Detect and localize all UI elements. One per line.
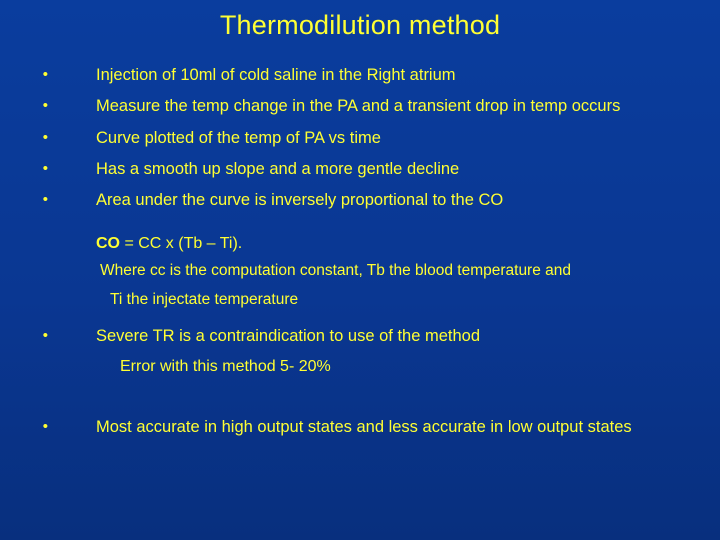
bullet-icon: • [42, 417, 48, 435]
list-item-text: Has a smooth up slope and a more gentle decline [96, 159, 460, 178]
list-item [0, 189, 700, 211]
bullet-icon: • [42, 128, 48, 146]
list-item-text: Severe TR is a contraindication to use of the method [96, 326, 480, 345]
bullet-icon: • [42, 97, 48, 115]
formula-term: CO [96, 235, 120, 253]
page-title: Thermodilution method [219, 10, 501, 40]
list-item-text: Injection of 10ml of cold saline in the Right atrium [96, 66, 456, 84]
list-item [0, 64, 700, 86]
bullet-icon: • [42, 326, 48, 344]
formula-expression: = CC x (Tb – Ti). [120, 235, 243, 253]
list-item-text: Most accurate in high output states and less accurate in low output states [96, 417, 632, 436]
list-item-text: Area under the curve is inversely proportional to the CO [96, 191, 504, 210]
list-item [0, 416, 700, 438]
list-item [0, 325, 700, 347]
slide-body [0, 64, 720, 447]
spacer [0, 390, 700, 416]
formula [0, 233, 700, 255]
list-item-text: Measure the temp change in the PA and a transient drop in temp occurs [96, 97, 621, 116]
bullet-icon: • [42, 159, 48, 177]
list-item-text: Curve plotted of the temp of PA vs time [96, 128, 381, 147]
formula-note-line-2: Ti the injectate temperature [110, 290, 299, 308]
error-note: Error with this method 5- 20% [120, 358, 331, 376]
formula-note-line-1: Where cc is the computation constant, Tb the blood temperature and [100, 261, 572, 279]
list-item [0, 95, 700, 117]
bullet-icon: • [42, 66, 48, 83]
list-item [0, 158, 700, 180]
list-item [0, 127, 700, 149]
bullet-icon: • [42, 191, 48, 209]
